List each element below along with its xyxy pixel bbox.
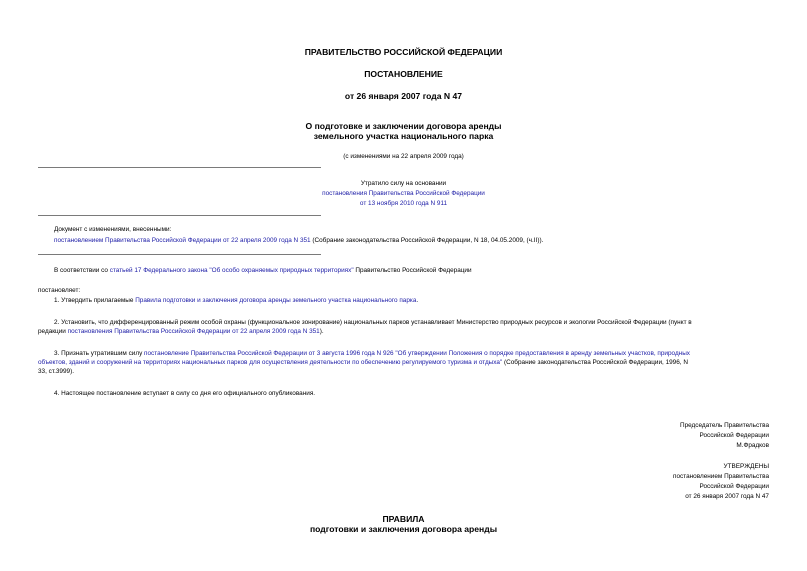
repeal-note: Утратило силу на основании <box>360 180 447 187</box>
amendments-link[interactable]: постановлением Правительства Российской Федерации от 22 апреля 2009 года N 351 <box>54 237 311 244</box>
repeal-link-line2[interactable]: от 13 ноября 2010 года N 911 <box>359 200 448 207</box>
preamble <box>54 267 472 275</box>
rules-link[interactable]: Правила подготовки и заключения договора аренды земельного участка национального парка <box>135 297 417 304</box>
item-3-prefix: 3. Признать утратившим силу <box>54 350 145 357</box>
preamble-suffix: Правительство Российской Федерации <box>353 267 472 274</box>
approved-org: Российской Федерации <box>699 483 769 490</box>
signature-org: Российской Федерации <box>699 432 769 439</box>
document-title-line2: земельного участка национального парка <box>313 131 494 141</box>
repeal-link-line1[interactable]: постановления Правительства Российской Федерации <box>322 190 485 197</box>
government-heading: ПРАВИТЕЛЬСТВО РОССИЙСКОЙ ФЕДЕРАЦИИ <box>304 47 503 57</box>
preamble-prefix: В соответствии со <box>54 267 110 274</box>
item-4: 4. Настоящее постановление вступает в силу со дня его официального опубликования. <box>54 390 316 397</box>
item-3-line3: 33, ст.3999). <box>38 368 74 375</box>
approved-by: постановлением Правительства <box>673 473 769 480</box>
document-date-number: от 26 января 2007 года N 47 <box>344 91 463 101</box>
divider <box>38 215 321 216</box>
item-1 <box>54 297 418 305</box>
approved-date: от 26 января 2007 года N 47 <box>685 493 769 500</box>
rules-title: ПРАВИЛА <box>382 514 425 524</box>
amendments-line <box>54 237 543 245</box>
item-3-source: (Собрание законодательства Российской Федерации, 1996, N <box>502 359 688 366</box>
law-article-link[interactable]: статьей 17 Федерального закона "Об особо охраняемых природных территориях" <box>109 267 354 274</box>
amendments-label: Документ с изменениями, внесенными: <box>54 226 172 233</box>
document-type: ПОСТАНОВЛЕНИЕ <box>364 69 443 79</box>
rules-subtitle: подготовки и заключения договора аренды <box>309 524 498 534</box>
divider <box>38 254 321 255</box>
item-3-line2 <box>38 359 688 367</box>
approved-label: УТВЕРЖДЕНЫ <box>723 463 769 470</box>
signature-name: М.Фрадков <box>736 442 769 449</box>
repealed-decree-link-part1[interactable]: постановление Правительства Российской Федерации от 3 августа 1996 года N 926 "Об утверждении Положения о порядке предоставления в аренду земельных участков, природных <box>144 350 690 357</box>
item-2-line2 <box>38 328 324 336</box>
item-1-suffix: . <box>416 297 419 304</box>
repealed-decree-link-part2[interactable]: объектов, зданий и сооружений на территориях национальных парков для осуществления деятельности по обеспечению регулируемого туризма и отдыха" <box>38 359 503 366</box>
amendments-source: (Собрание законодательства Российской Федерации, N 18, 04.05.2009, (ч.II)). <box>310 237 544 244</box>
revision-note: (с изменениями на 22 апреля 2009 года) <box>343 153 464 160</box>
document-title-line1: О подготовке и заключении договора аренды <box>305 121 502 131</box>
item-2-line1: 2. Установить, что дифференцированный режим особой охраны (функциональное зонирование) национальных парков устанавливает Министерство природных ресурсов и экологии Российской Федерации (пункт в <box>54 319 692 326</box>
item-2-prefix: редакции <box>38 328 68 335</box>
item-2-suffix: ). <box>319 328 324 335</box>
postanovlyaet-text: постановляет: <box>38 287 81 294</box>
signature-title: Председатель Правительства <box>680 422 769 429</box>
amendment-link[interactable]: постановления Правительства Российской Федерации от 22 апреля 2009 года N 351 <box>67 328 320 335</box>
divider <box>38 167 321 168</box>
item-1-prefix: 1. Утвердить прилагаемые <box>54 297 136 304</box>
item-3-line1 <box>54 350 690 358</box>
